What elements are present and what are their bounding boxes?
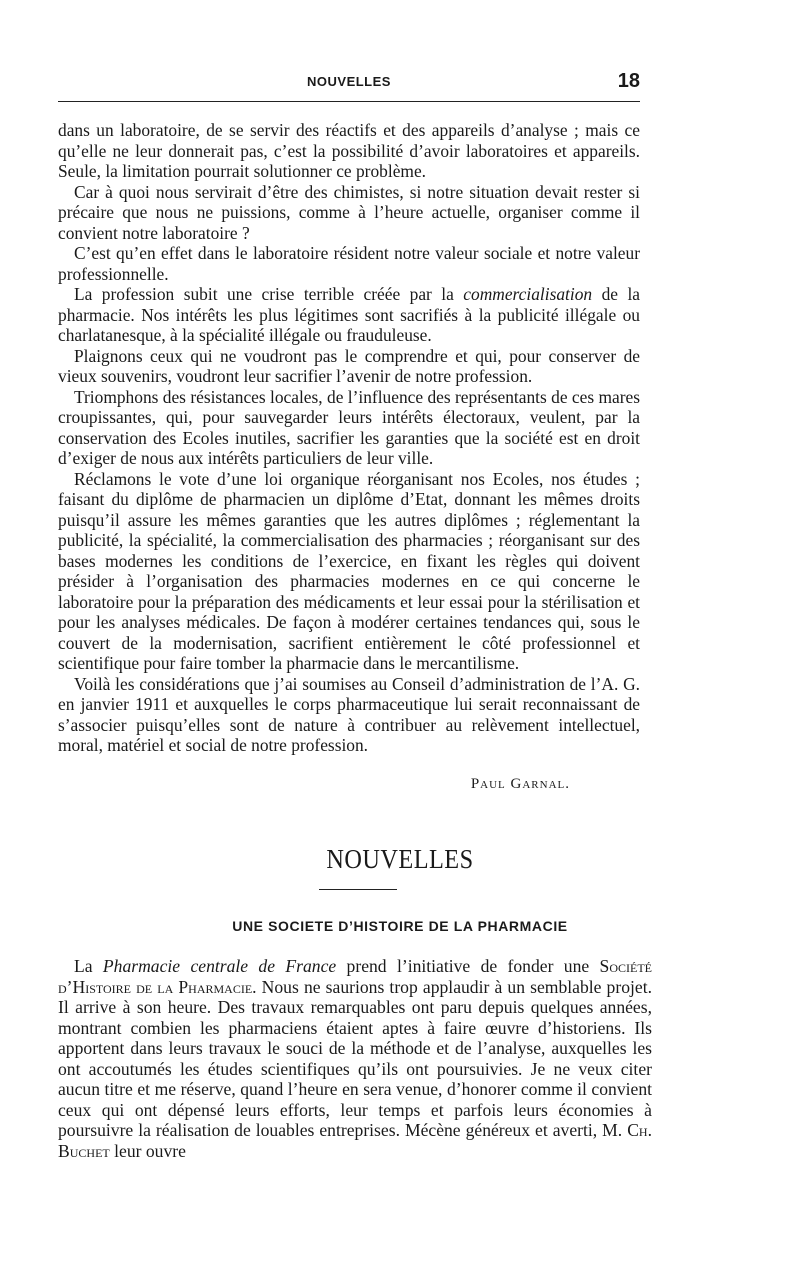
emphasis-text: commercialisation bbox=[463, 284, 593, 304]
text-run: . Nous ne saurions trop applaudir à un semblable projet. Il arrive à son heure. Des travaux remarquables ont paru depuis quelques années, montrant combien les pharmaciens étaient aptes à faire œuvre d’historiens. Ils apportent dans leurs travaux le souci de la méthode et de l’analyse, auxquelles les ont accoutumés les études scientifiques qu’ils ont poursuivies. Je ne veux citer aucun titre et me réserve, quand l’heure en sera venue, d’honorer comme il convient ceux qui ont dépensé leurs efforts, leur temps et parfois leurs économies à poursuivre la réalisation de louables entreprises. Mécène généreux et averti, M. bbox=[58, 976, 652, 1140]
paragraph bbox=[58, 956, 652, 1161]
paragraph: dans un laboratoire, de se servir des réactifs et des appareils d’analyse ; mais ce qu’elle ne leur donnerait pas, c’est la possibilité d’avoir laboratoires et appareils. Seule, la limitation pourrait solutionner ce problème. bbox=[58, 120, 640, 181]
article-body bbox=[58, 120, 640, 756]
author-signature: Paul Garnal. bbox=[470, 776, 570, 792]
paragraph bbox=[58, 284, 640, 346]
section-rule bbox=[319, 889, 397, 890]
section-title: NOUVELLES bbox=[326, 844, 474, 874]
news-body bbox=[58, 956, 652, 1161]
text-run: La profession subit une crise terrible créée par la bbox=[74, 284, 464, 304]
emphasis-text: Pharmacie centrale de France bbox=[102, 956, 337, 976]
person-name: Ch. Buchet bbox=[58, 1120, 652, 1161]
running-title: NOUVELLES bbox=[307, 74, 391, 89]
page-number: 18 bbox=[617, 70, 640, 92]
article-subtitle: UNE SOCIETE D’HISTOIRE DE LA PHARMACIE bbox=[232, 918, 568, 934]
text-run: de la pharmacie. Nos intérêts les plus légitimes sont sacrifiés à la publicité illégale ou charlatanesque, à la spécialité illégale ou frauduleuse. bbox=[58, 284, 640, 345]
paragraph: Réclamons le vote d’une loi organique réorganisant nos Ecoles, nos études ; faisant du diplôme de pharmacien un diplôme d’Etat, donnant les mêmes droits puisqu’il assure les mêmes garanties que les autres diplômes ; réglementant la publicité, la spécialité, la commercialisation des pharmacies ; réorganisant sur des bases modernes les conditions de l’exercice, en fixant les règles qui doivent présider à l’organisation des pharmacies modernes en ce qui concerne le laboratoire pour la préparation des médicaments et leur essai pour la stérilisation et pour les analyses médicales. De façon à modérer certaines tendances qui, sous le couvert de la modernisation, sacrifient entièrement le côté professionnel et scientifique pour faire tomber la pharmacie dans le mercantilisme. bbox=[58, 468, 640, 673]
text-run: prend l’initiative de fonder une bbox=[336, 956, 600, 976]
paragraph: C’est qu’en effet dans le laboratoire résident notre valeur sociale et notre valeur professionnelle. bbox=[58, 243, 640, 284]
paragraph: Triomphons des résistances locales, de l’influence des représentants de ces mares croupissantes, qui, pour sauvegarder leurs intérêts électoraux, veulent, par la conservation des Ecoles inutiles, sacrifier les garanties que la société est en droit d’exiger de nous aux intérêts particuliers de leur ville. bbox=[58, 386, 640, 468]
running-header bbox=[58, 70, 640, 94]
header-rule bbox=[58, 101, 640, 102]
small-caps-text: Société d’Histoire de la Pharmacie bbox=[58, 956, 652, 997]
paragraph: Plaignons ceux qui ne voudront pas le comprendre et qui, pour conserver de vieux souvenirs, voudront leur sacrifier l’avenir de notre profession. bbox=[58, 345, 640, 386]
text-run: La bbox=[74, 956, 103, 976]
text-run: leur ouvre bbox=[109, 1140, 186, 1161]
paragraph: Car à quoi nous servirait d’être des chimistes, si notre situation devait rester si précaire que nous ne puissions, comme à l’heure actuelle, organiser comme il convient notre laboratoire ? bbox=[58, 181, 640, 243]
paragraph: Voilà les considérations que j’ai soumises au Conseil d’administration de l’A. G. en janvier 1911 et auxquelles le corps pharmaceutique lui serait reconnaissant de s’associer puisqu’elles sont de nature à contribuer au relèvement intellectuel, moral, matériel et social de notre profession. bbox=[58, 673, 640, 755]
